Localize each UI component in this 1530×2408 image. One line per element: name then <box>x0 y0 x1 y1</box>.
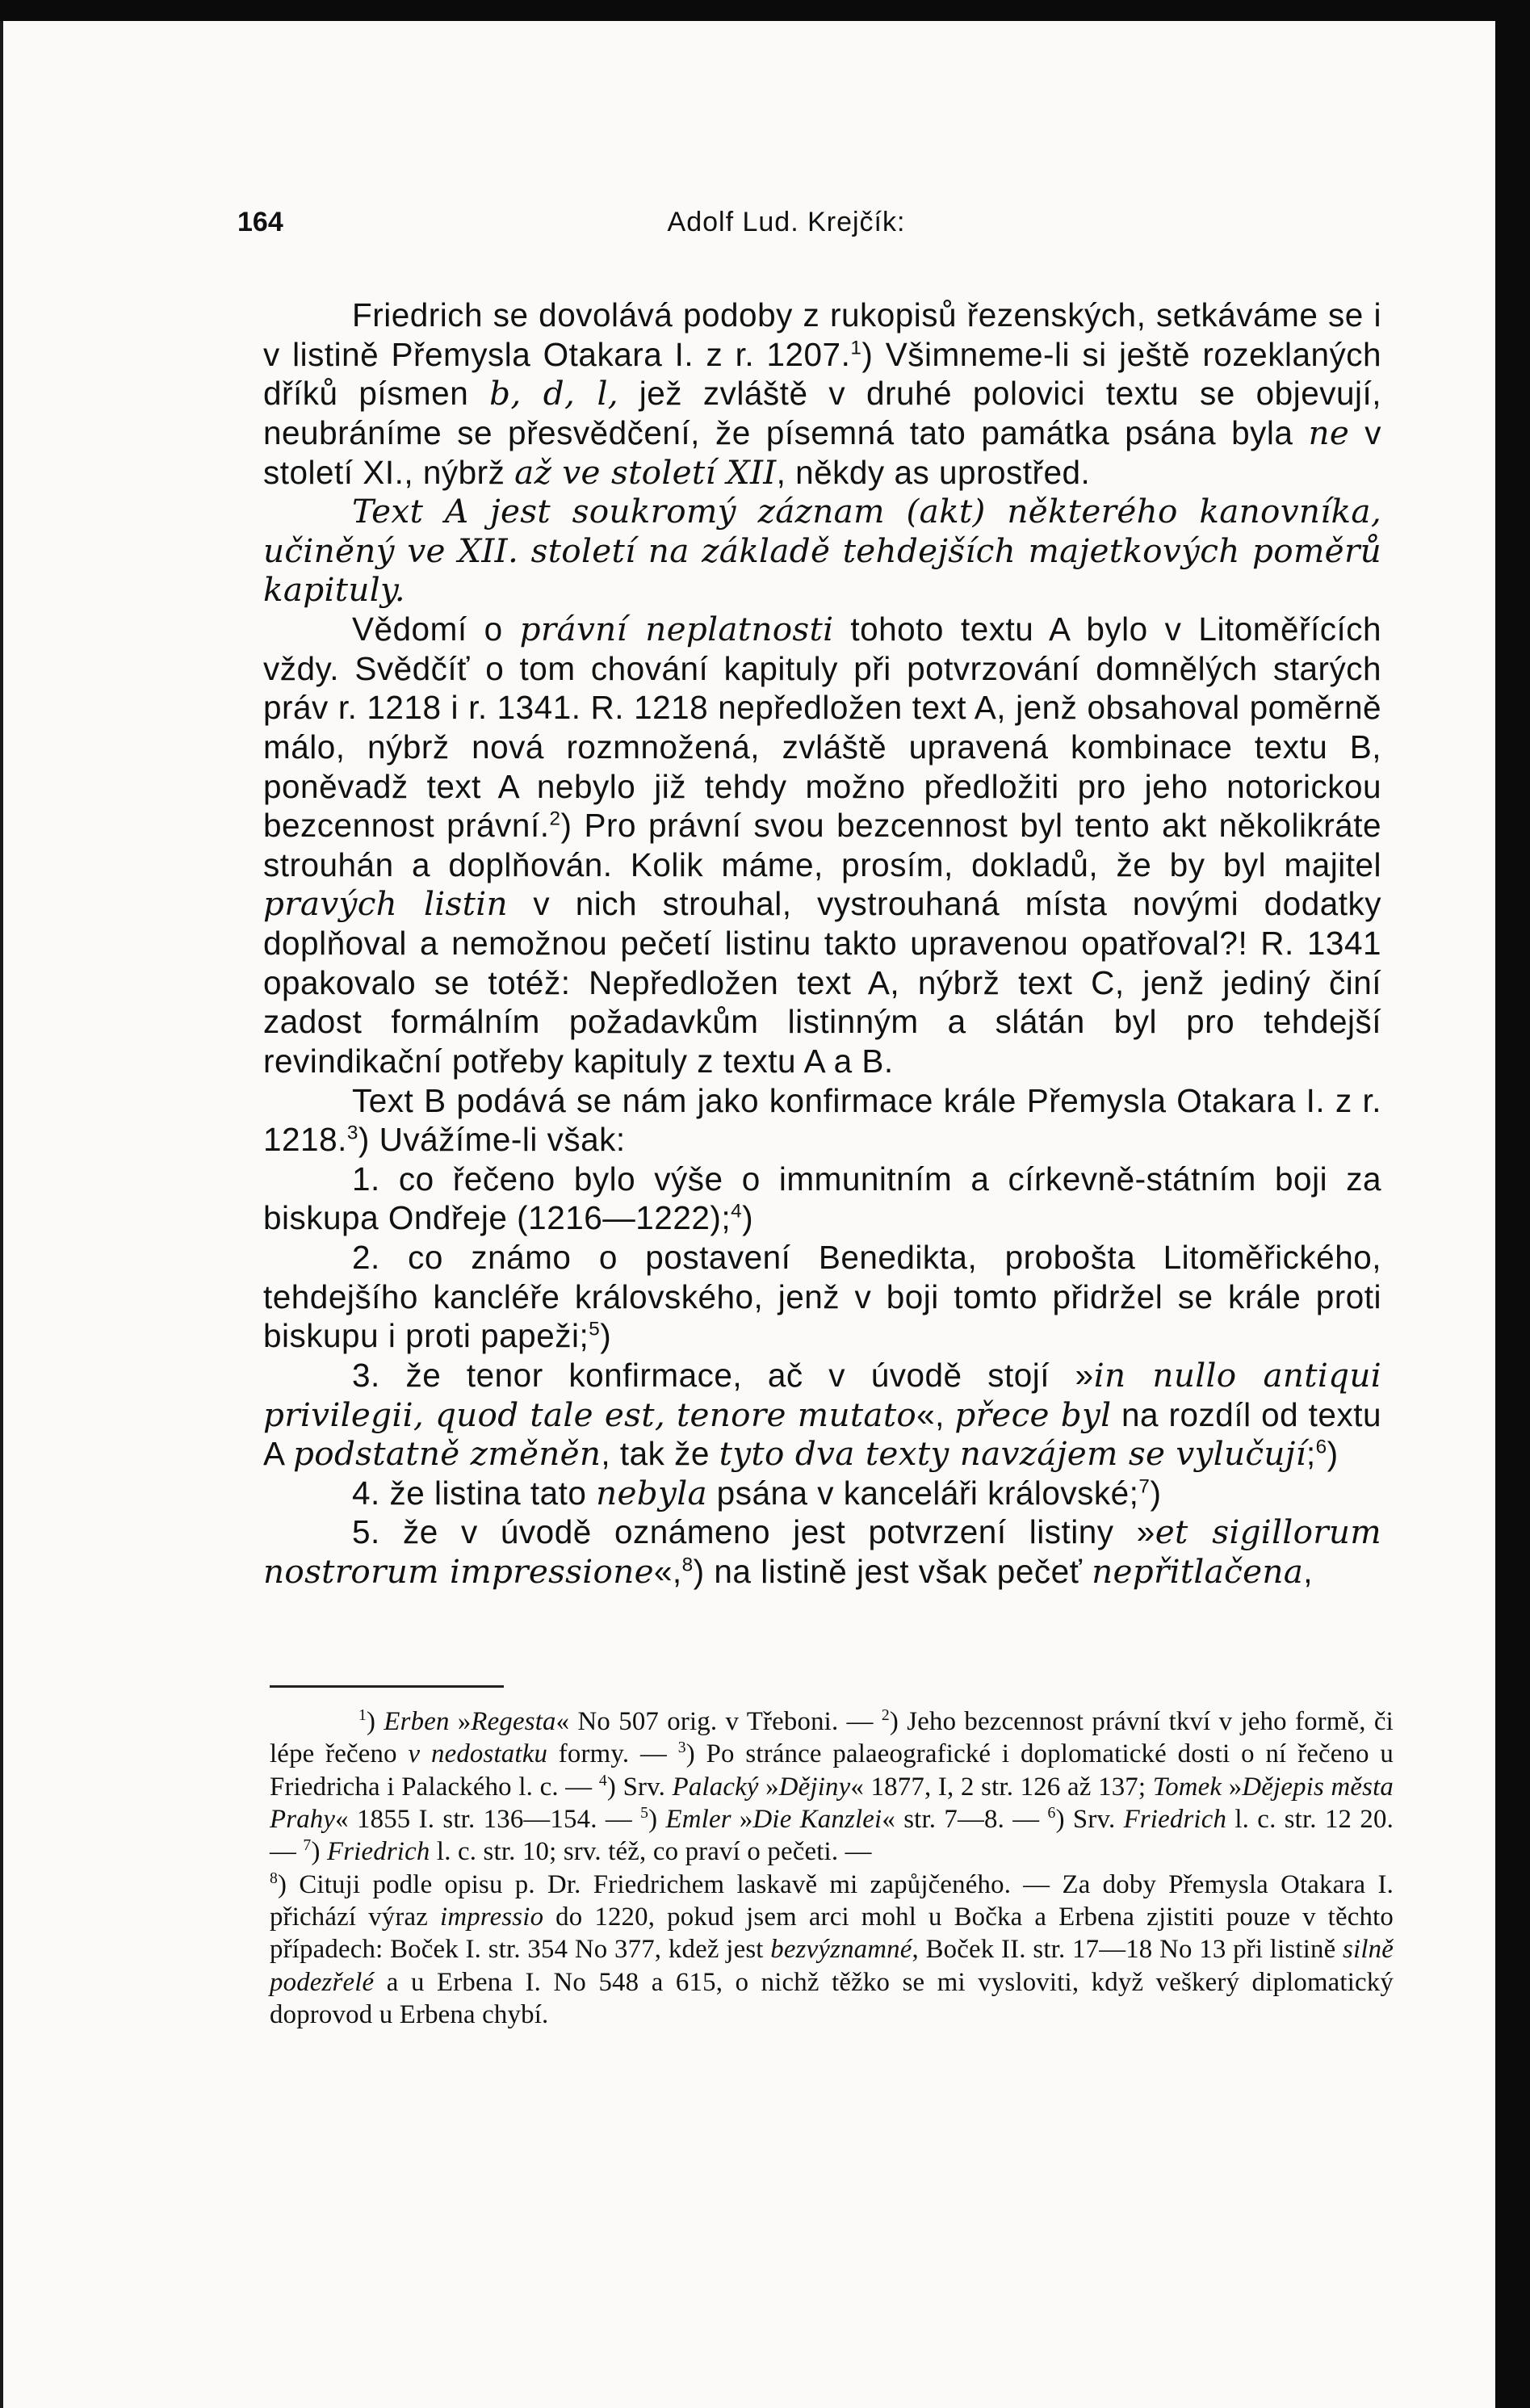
italic-text: Palacký <box>672 1772 759 1802</box>
text-run: ) Srv. <box>1055 1804 1124 1834</box>
paragraph-3 <box>263 610 1381 1081</box>
text-run: ) <box>1327 1435 1339 1473</box>
italic-text: tyto dva texty navzájem se vylučují <box>719 1434 1306 1474</box>
italic-text: ne <box>1308 413 1350 452</box>
italic-text: právní neplatnosti <box>519 610 834 648</box>
text-run: , Boček II. str. 17—18 No 13 při listině <box>912 1935 1343 1965</box>
italic-text: Emler <box>665 1804 731 1834</box>
text-run: » <box>449 1707 472 1736</box>
italic-text: Friedrich <box>326 1837 430 1867</box>
footnote-marker: 4 <box>598 1771 607 1789</box>
text-run: tohoto textu A bylo v Litoměřících vždy. Svědčíť o tom chování kapituly při potvrzování domnělých starých práv r. 1218 i r. 1341. R. 1218 nepředložen text A, jenž obsahoval poměrně málo, nýbrž nová rozmnožená, zvláště upravená kombinace textu B, poněvadž text A nebylo již tehdy možno předložiti pro jeho notorickou bezcennost právní. <box>263 610 1381 845</box>
main-text <box>263 296 1381 1592</box>
text-run: ) Všimneme-li si ještě rozeklaných dříků písmen <box>263 335 1382 413</box>
book-page <box>0 21 1495 2408</box>
running-title: Adolf Lud. Krejčík: <box>667 207 906 237</box>
text-run: do 1220, pokud jsem arci mohl u Bočka a Erbena zjistiti pouze v těchto případech: Boček I. str. 354 No 377, kdež jest <box>270 1902 1394 1965</box>
text-run: v století XI., nýbrž <box>263 413 1381 491</box>
italic-text: b, d, l, <box>489 374 618 413</box>
text-run: , tak že <box>601 1435 719 1473</box>
text-run: , <box>1303 1553 1313 1590</box>
text-run: 4. že listina tato <box>352 1474 597 1512</box>
italic-text: et sigillorum nostrorum impressione <box>263 1512 1381 1591</box>
italic-text: podstatně změněn <box>293 1434 602 1474</box>
text-run: psána v kanceláři královské; <box>706 1474 1139 1512</box>
italic-text: Text A jest soukromý záznam (akt) některého kanovníka, učiněný ve XII. století na základě tehdejších majetkových poměrů kapituly. <box>263 492 1381 610</box>
text-run: » <box>1222 1772 1243 1802</box>
list-item-1 <box>263 1160 1381 1238</box>
footnote-ref: 8 <box>681 1554 694 1576</box>
footnotes <box>270 1705 1394 2031</box>
footnote-marker: 8 <box>270 1869 279 1887</box>
text-run: ) Cituji podle opisu p. Dr. Friedrichem laskavě mi zapůjčeného. — Za doby Přemysla Otakara I. přichází výraz <box>270 1869 1394 1932</box>
text-run: 3. že tenor konfirmace, ač v úvodě stojí » <box>352 1356 1094 1394</box>
footnote-marker: 2 <box>881 1706 890 1725</box>
footnote-ref: 5 <box>589 1318 601 1340</box>
text-run: 5. že v úvodě oznámeno jest potvrzení listiny » <box>352 1513 1155 1551</box>
footnote-marker: 1 <box>358 1706 367 1725</box>
text-run: 2. co známo o postavení Benedikta, probošta Litoměřického, tehdejšího kancléře královského, jenž v boji tomto přidržel se krále proti biskupu i proti papeži; <box>263 1239 1381 1355</box>
text-run: jež zvláště v druhé polovici textu se objevují, neubráníme se přesvědčení, že písemná tato památka psána byla <box>263 375 1381 451</box>
footnote-marker: 7 <box>303 1836 312 1855</box>
text-run: ) Uvážíme-li však: <box>358 1121 626 1159</box>
page-number: 164 <box>237 207 283 237</box>
footnote-ref: 2 <box>549 808 561 830</box>
text-run: ) <box>1150 1474 1162 1512</box>
italic-text: Tomek <box>1152 1772 1222 1802</box>
footnote-ref: 7 <box>1138 1475 1151 1498</box>
footnote-divider <box>270 1685 504 1688</box>
footnote-marker: 6 <box>1047 1804 1056 1823</box>
text-run: l. c. str. 10; srv. též, co praví o pečeti. — <box>430 1837 872 1867</box>
text-run: « 1855 I. str. 136—154. — <box>335 1804 641 1834</box>
text-run: ; <box>1306 1435 1316 1473</box>
text-run: ) <box>742 1199 754 1237</box>
italic-text: bezvýznamné <box>770 1935 912 1965</box>
italic-text: nebyla <box>596 1473 707 1512</box>
list-item-5 <box>263 1512 1381 1591</box>
text-run: formy. — <box>547 1739 678 1769</box>
italic-text: až ve století XII <box>514 452 777 492</box>
text-run: ) Po stránce palaeografické i doplomatické dosti o ní řečeno u Friedricha i Palackého l. c. — <box>270 1739 1394 1802</box>
text-run: ) Srv. <box>606 1772 673 1802</box>
text-run: ) na listině jest však pečeť <box>693 1553 1092 1590</box>
list-item-3 <box>263 1356 1381 1474</box>
paragraph-2 <box>263 492 1381 610</box>
text-run: ) Jeho bezcennost právní tkví v jeho formě, či lépe řečeno <box>270 1707 1394 1769</box>
text-run: na rozdíl od textu A <box>263 1395 1381 1473</box>
paragraph-4 <box>263 1081 1381 1160</box>
footnote-ref: 4 <box>731 1200 743 1223</box>
text-run: « 1877, I, 2 str. 126 až 137; <box>850 1772 1153 1802</box>
text-run: v nich strouhal, vystrouhaná místa novými dodatky doplňoval a nemožnou pečetí listinu takto upravenou opatřoval?! R. 1341 opakovalo se totéž: Nepředložen text A, nýbrž text C, jenž jediný činí zadost formálním požadavkům listinným a slátán byl pro tehdejší revindikační potřeby kapituly z textu A a B. <box>263 885 1381 1080</box>
paragraph-1 <box>263 296 1381 492</box>
text-run: ) <box>600 1317 612 1355</box>
list-item-4 <box>263 1474 1381 1513</box>
text-run: Text B podává se nám jako konfirmace krále Přemysla Otakara I. z r. 1218. <box>263 1081 1381 1159</box>
footnote-ref: 3 <box>346 1122 358 1144</box>
text-run: ) <box>311 1837 327 1867</box>
text-run: » <box>731 1804 753 1834</box>
footnote-block: $^1$) Erben »Regesta« No 507 orig. v Třeboni. — $^2$) Jeho bezcennost právní tkví v jeho formě, či lépe řečeno v nedostatku formy. — $^3$) Po stránce palaeografické i doplomatické dosti o ní řečeno u Friedricha i Palackého l. c. — $^4$) Srv. Palacký »Dějiny« 1877, I, 2 str. 126 až 137; Tomek »Dějepis města Prahy« 1855 I. str. 136—154. — $^5$) Emler »Die Kanzlei« str. 7—8. — $^6$) Srv. Friedrich l. c. str. 12 20. — $^7$) Friedrich l. c. str. 10; srv. též, co praví o pečeti. — $^8$) Cituji podle opisu p. Dr. Friedrichem laskavě mi zapůjčeného. — Za doby Přemysla Otakara I. přichází výraz impressio do 1220, pokud jsem arci mohl u Bočka a Erbena zjistiti pouze v těchto případech: Boček I. str. 354 No 377, kdež jest bezvýznamné, Boček II. str. 17—18 No 13 při listině silně podezřelé a u Erbena I. No 548 a 615, o nichž těžko se mi vysloviti, když veškerý diplomatický doprovod u Erbena chybí. <box>270 1706 1394 2029</box>
text-run: Vědomí o <box>352 610 520 648</box>
text-run: ) Pro právní svou bezcennost byl tento akt několikráte strouhán a doplňován. Kolik máme, prosím, dokladů, že by byl majitel <box>263 807 1381 883</box>
italic-text: silně podezřelé <box>270 1935 1394 1997</box>
italic-text: Dějepis města Prahy <box>270 1772 1394 1834</box>
text-run: «, <box>916 1395 955 1433</box>
list-item-2 <box>263 1238 1381 1356</box>
italic-text: v nedostatku <box>408 1739 548 1769</box>
text-run: » <box>758 1772 779 1802</box>
italic-text: nepřitlačena <box>1092 1552 1304 1591</box>
text-run: 1. co řečeno bylo výše o immunitním a církevně-státním boji za biskupa Ondřeje (1216—1222); <box>263 1160 1381 1237</box>
text-run: ) <box>648 1804 666 1834</box>
footnote-ref: 1 <box>850 337 862 359</box>
italic-text: pravých listin <box>263 884 508 924</box>
italic-text: Regesta <box>471 1707 556 1736</box>
text-run: , někdy as uprostřed. <box>776 453 1091 491</box>
text-run: « No 507 orig. v Třeboni. — <box>555 1707 882 1736</box>
italic-text: Friedrich <box>1123 1804 1227 1834</box>
text-run: « str. 7—8. — <box>882 1804 1048 1834</box>
italic-text: impressio <box>440 1902 544 1932</box>
text-run: Friedrich se dovolává podoby z rukopisů řezenských, setkáváme se i v listině Přemysla Otakara I. z r. 1207. <box>263 296 1381 373</box>
italic-text: Die Kanzlei <box>752 1804 882 1834</box>
text-run: a u Erbena I. No 548 a 615, o nichž těžko se mi vysloviti, když veškerý diplomatický doprovod u Erbena chybí. <box>270 1967 1394 2029</box>
footnote-marker: 3 <box>677 1739 686 1757</box>
footnote-ref: 6 <box>1315 1436 1327 1458</box>
text-run: «, <box>653 1553 682 1590</box>
italic-text: Erben <box>384 1707 450 1736</box>
text-run: l. c. str. 12 20. — <box>270 1804 1394 1867</box>
footnote-marker: 5 <box>640 1804 649 1823</box>
italic-text: in nullo antiqui privilegii, quod tale est, tenore mutato <box>263 1355 1381 1434</box>
italic-text: Dějiny <box>778 1772 851 1802</box>
italic-text: přece byl <box>954 1395 1112 1434</box>
